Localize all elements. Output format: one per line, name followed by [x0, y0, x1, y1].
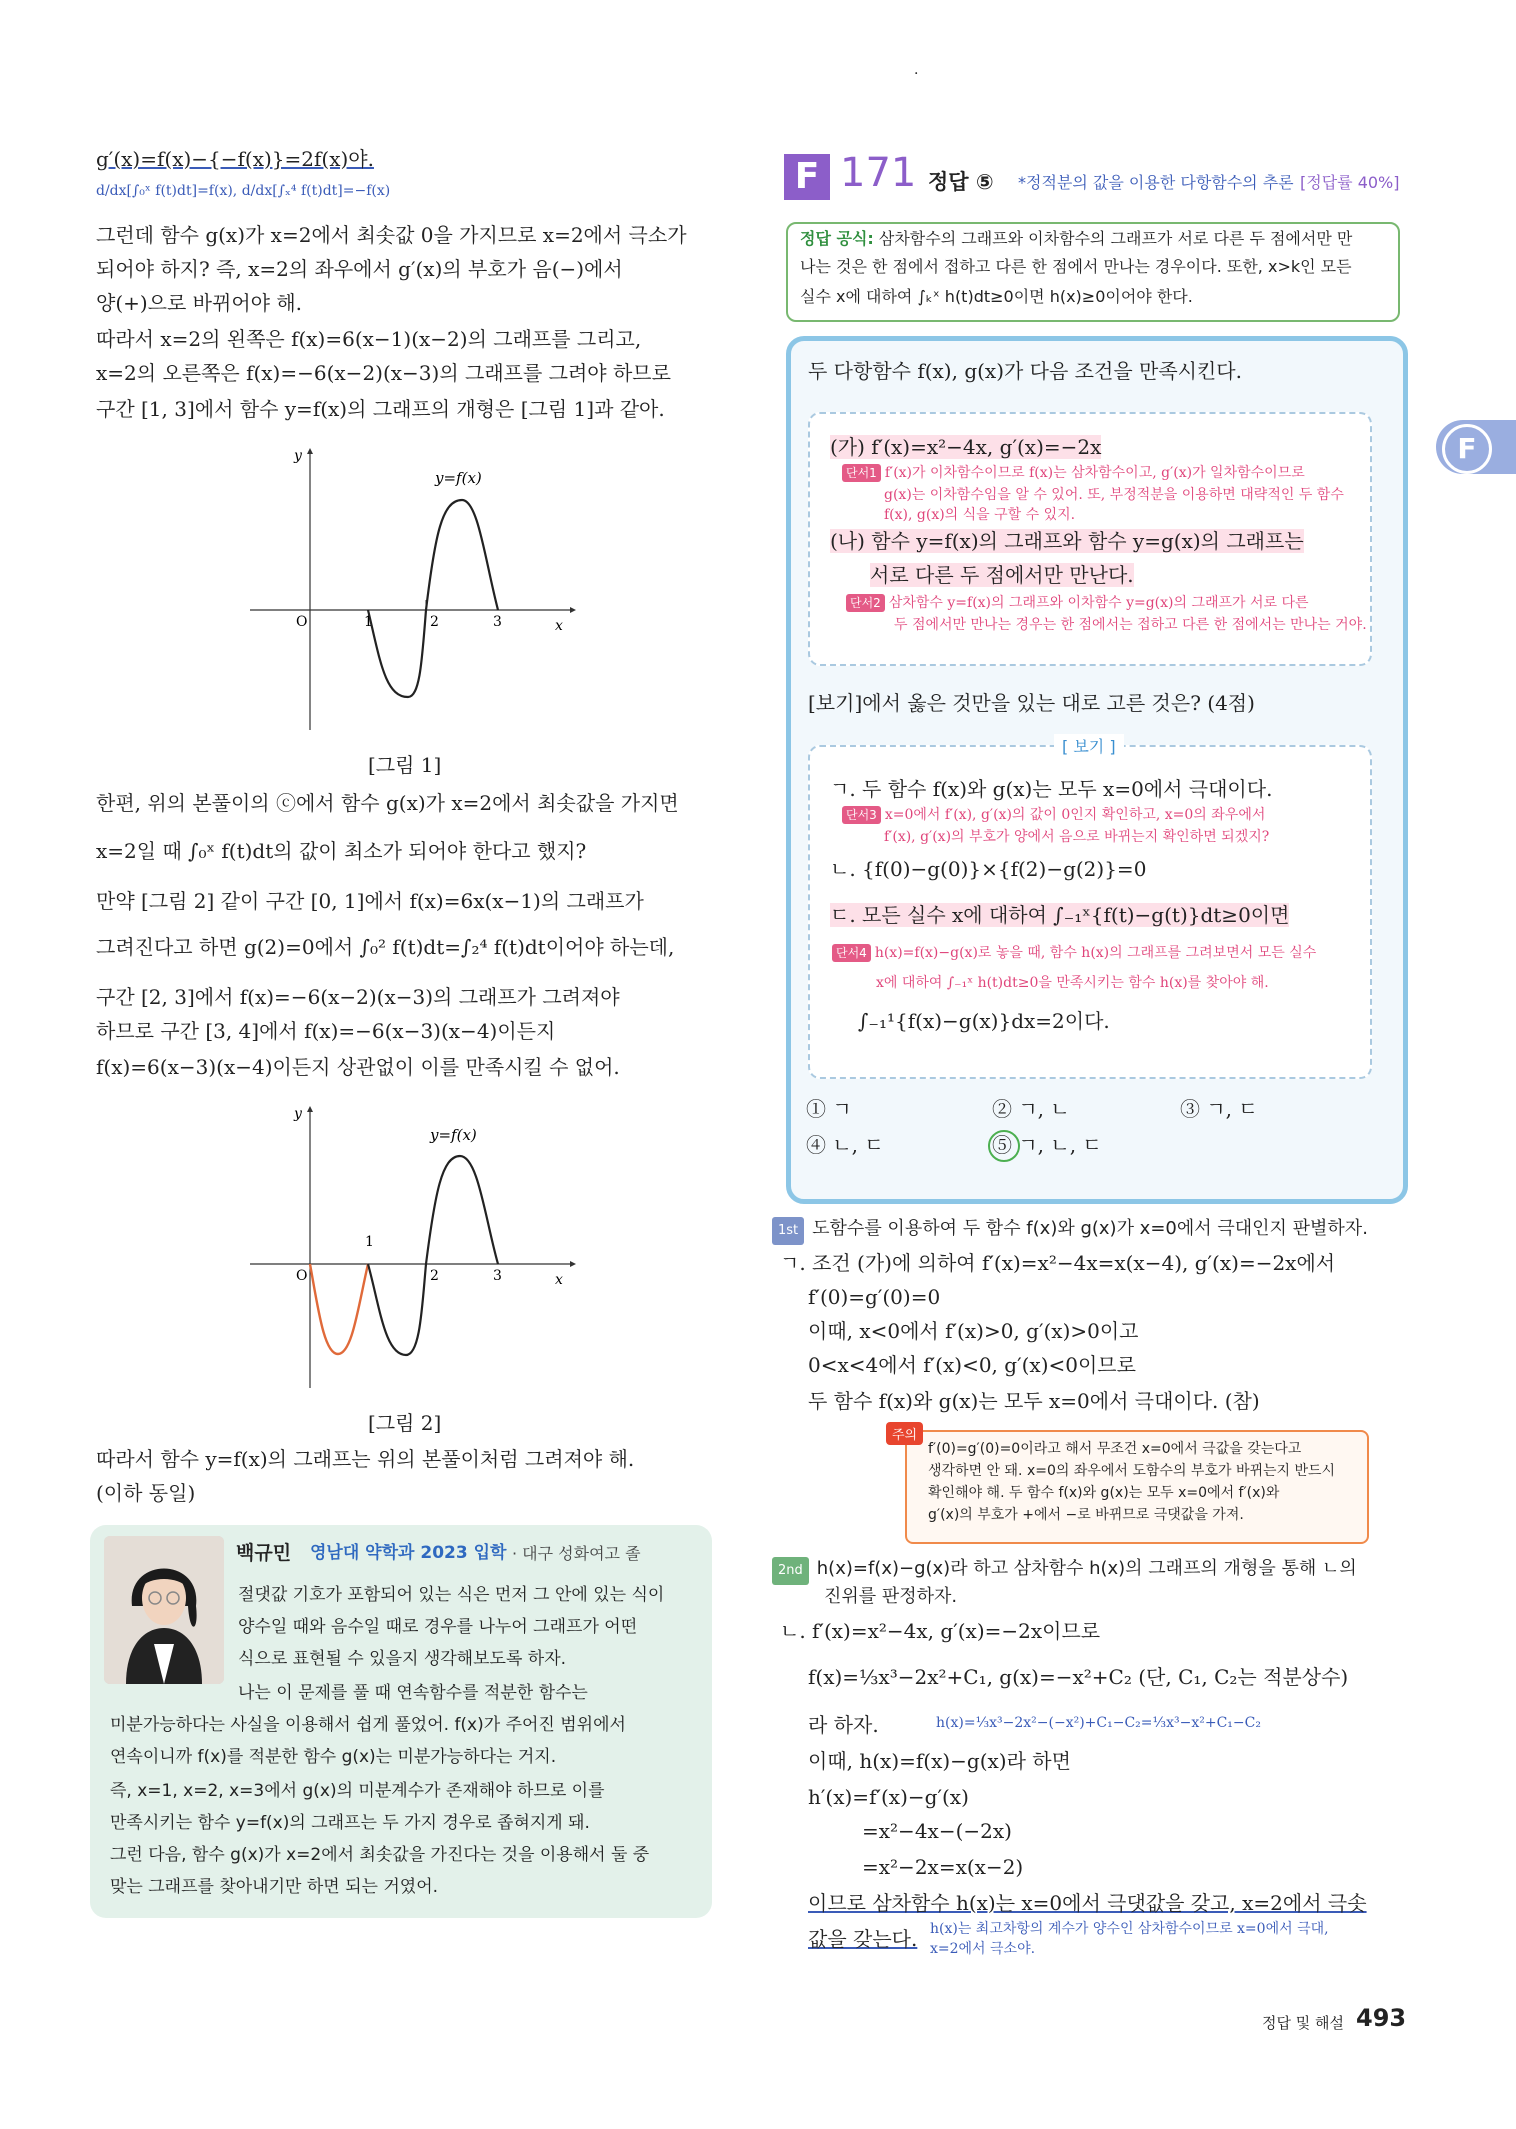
fig1-tick-2: 2 — [430, 614, 439, 630]
hint4-line-b: x에 대하여 ∫₋₁ˣ h(t)dt≥0을 만족시키는 함수 h(x)를 찾아야 해. — [876, 975, 1269, 991]
choice-4[interactable]: ④ ㄴ, ㄷ — [806, 1133, 884, 1157]
problem-badge: F — [784, 154, 830, 200]
hint1-tag: 단서1 — [842, 464, 881, 482]
condition-na-1 — [830, 528, 1304, 554]
bogi-item-2: ㄴ. {f(0)−g(0)}×{f(2)−g(2)}=0 — [830, 857, 1147, 881]
caution-tag: 주의 — [886, 1422, 923, 1445]
sol-line-2: f′(0)=g′(0)=0 — [808, 1285, 941, 1309]
sol-t3-note: h(x)=⅓x³−2x²−(−x²)+C₁−C₂=⅓x³−x²+C₁−C₂ — [936, 1715, 1261, 1731]
condition-ga — [830, 434, 1101, 460]
fig2-y-label: y — [294, 1106, 302, 1122]
sol-t5: h′(x)=f′(x)−g′(x) — [808, 1785, 969, 1809]
step2-line-b: 진위를 판정하자. — [824, 1586, 958, 1607]
left-line-13: 하므로 구간 [3, 4]에서 f(x)=−6(x−3)(x−4)이든지 — [96, 1019, 556, 1043]
note-line-1: f′(0)=g′(0)=0이라고 해서 무조건 x=0에서 극값을 갖는다고 — [928, 1441, 1302, 1457]
topic-label: *정적분의 값을 이용한 다항함수의 추론 — [1018, 173, 1294, 192]
bogi-item-4: ∫₋₁¹{f(x)−g(x)}dx=2이다. — [858, 1009, 1110, 1033]
note-line-2: 생각하면 안 돼. x=0의 좌우에서 도함수의 부호가 바뀌는지 반드시 — [928, 1463, 1336, 1479]
hint4-text-a: h(x)=f(x)−g(x)로 놓을 때, 함수 h(x)의 그래프를 그려보면서 모든 실수 — [874, 945, 1317, 961]
figure-2-graph — [230, 1098, 590, 1398]
bogi-title: [ 보기 ] — [1054, 734, 1124, 757]
left-line-8: 한편, 위의 본풀이의 ⓒ에서 함수 g(x)가 x=2에서 최솟값을 가지면 — [96, 791, 679, 815]
left-line-16: (이하 동일) — [96, 1481, 196, 1505]
fig2-origin: O — [296, 1268, 308, 1284]
left-line-10: 만약 [그림 2] 같이 구간 [0, 1]에서 f(x)=6x(x−1)의 그래프가 — [96, 889, 644, 913]
sol-t3: 라 하자. — [808, 1713, 879, 1737]
fig1-y-label: y — [294, 448, 302, 464]
formula-text-1: 삼차함수의 그래프와 이차함수의 그래프가 서로 다른 두 점에서만 만 — [878, 229, 1353, 248]
solution-step-2 — [772, 1556, 1357, 1585]
hint2-text-a: 삼차함수 y=f(x)의 그래프와 이차함수 y=g(x)의 그래프가 서로 다른 — [888, 595, 1309, 611]
left-line-5: 따라서 x=2의 왼쪽은 f(x)=6(x−1)(x−2)의 그래프를 그리고, — [96, 327, 642, 351]
fig1-x-label: x — [555, 618, 563, 634]
choice-3[interactable]: ③ ㄱ, ㄷ — [1180, 1097, 1258, 1121]
hint1-line-c: f(x), g(x)의 식을 구할 수 있지. — [884, 507, 1076, 523]
problem-intro: 두 다항함수 f(x), g(x)가 다음 조건을 만족시킨다. — [808, 359, 1242, 383]
sol-t6: =x²−4x−(−2x) — [862, 1819, 1012, 1843]
step1-text: 도함수를 이용하여 두 함수 f(x)와 g(x)가 x=0에서 극대인지 판별하자. — [812, 1218, 1368, 1239]
step2-tag: 2nd — [772, 1557, 809, 1585]
sol-t4: 이때, h(x)=f(x)−g(x)라 하면 — [808, 1749, 1071, 1773]
fig1-tick-3: 3 — [493, 614, 502, 630]
correct-rate: [정답률 40%] — [1300, 173, 1400, 192]
comment-line-4: 나는 이 문제를 풀 때 연속함수를 적분한 함수는 — [238, 1683, 588, 1703]
comment-line-9: 그런 다음, 함수 g(x)가 x=2에서 최솟값을 가진다는 것을 이용해서 둘 중 — [110, 1845, 650, 1865]
sol-t1: ㄴ. f′(x)=x²−4x, g′(x)=−2x이므로 — [780, 1619, 1101, 1643]
fig2-tick-2: 2 — [430, 1268, 439, 1284]
choice-5[interactable]: ⑤ ㄱ, ㄴ, ㄷ — [992, 1133, 1102, 1157]
fig2-tick-1: 1 — [365, 1234, 374, 1250]
sol-t8: 이므로 삼차함수 h(x)는 x=0에서 극댓값을 갖고, x=2에서 극솟 — [808, 1891, 1367, 1915]
left-line-6: x=2의 오른쪽은 f(x)=−6(x−2)(x−3)의 그래프를 그려야 하므로 — [96, 361, 671, 385]
hint3-tag: 단서3 — [842, 806, 881, 824]
sol-t7: =x²−2x=x(x−2) — [862, 1855, 1024, 1879]
student-photo — [104, 1536, 224, 1684]
formula-line-2: 나는 것은 한 점에서 접하고 다른 한 점에서 만나는 경우이다. 또한, x>k인 모든 — [800, 257, 1352, 276]
solution-step-1 — [772, 1216, 1368, 1245]
hint2-line-a — [846, 594, 1309, 612]
hint3-line-a — [842, 806, 1265, 824]
student-school: 영남대 약학과 2023 입학 — [310, 1543, 507, 1563]
note-line-3: 확인해야 해. 두 함수 f(x)와 g(x)는 모두 x=0에서 f′(x)와 — [928, 1485, 1280, 1501]
left-line-3: 되어야 하지? 즉, x=2의 좌우에서 g′(x)의 부호가 음(−)에서 — [96, 257, 623, 281]
hint1-text-a: f′(x)가 이차함수이므로 f(x)는 삼차함수이고, g′(x)가 일차함수이므로 — [884, 465, 1305, 481]
condition-ga-text: (가) f′(x)=x²−4x, g′(x)=−2x — [830, 435, 1102, 459]
sol-line-5: 두 함수 f(x)와 g(x)는 모두 x=0에서 극대이다. (참) — [808, 1389, 1260, 1413]
comment-line-6: 연속이니까 f(x)를 적분한 함수 g(x)는 미분가능하다는 거지. — [110, 1747, 557, 1767]
sol-t2: f(x)=⅓x³−2x²+C₁, g(x)=−x²+C₂ (단, C₁, C₂는 적분상수) — [808, 1665, 1349, 1689]
problem-question: [보기]에서 옳은 것만을 있는 대로 고른 것은? (4점) — [808, 691, 1255, 715]
hint4-line-a — [832, 944, 1316, 962]
sol-t9-note-1: h(x)는 최고차항의 계수가 양수인 삼차함수이므로 x=0에서 극대, — [930, 1921, 1329, 1937]
left-line-1-note: d/dx[∫₀ˣ f(t)dt]=f(x), d/dx[∫ₓ⁴ f(t)dt]=−f(x) — [96, 183, 391, 199]
formula-line-3: 실수 x에 대하여 ∫ₖˣ h(t)dt≥0이면 h(x)≥0이어야 한다. — [800, 287, 1193, 306]
left-line-15: 따라서 함수 y=f(x)의 그래프는 위의 본풀이처럼 그려져야 해. — [96, 1447, 635, 1471]
choice-2[interactable]: ② ㄱ, ㄴ — [992, 1097, 1070, 1121]
comment-line-8: 만족시키는 함수 y=f(x)의 그래프는 두 가지 경우로 좁혀지게 돼. — [110, 1813, 590, 1833]
comment-line-2: 양수일 때와 음수일 때로 경우를 나누어 그래프가 어떤 — [238, 1617, 638, 1637]
student-origin: · 대구 성화여고 졸 — [512, 1544, 641, 1563]
student-name: 백규민 — [236, 1542, 292, 1564]
formula-label: 정답 공식: — [800, 229, 874, 248]
problem-number: 171 — [840, 150, 917, 196]
footer-label: 정답 및 해설 — [1262, 2014, 1344, 2032]
fig1-tick-1: 1 — [364, 614, 373, 630]
comment-line-1: 절댓값 기호가 포함되어 있는 식은 먼저 그 안에 있는 식이 — [238, 1585, 665, 1605]
fig2-curve-label: y=f(x) — [430, 1126, 477, 1144]
step1-tag: 1st — [772, 1217, 804, 1245]
fig2-x-label: x — [555, 1272, 563, 1288]
student-avatar-icon — [104, 1536, 224, 1684]
figure-2-caption: [그림 2] — [368, 1411, 442, 1435]
comment-line-10: 맞는 그래프를 찾아내기만 하면 되는 거였어. — [110, 1877, 439, 1897]
hint2-tag: 단서2 — [846, 594, 885, 612]
left-line-12: 구간 [2, 3]에서 f(x)=−6(x−2)(x−3)의 그래프가 그려져야 — [96, 985, 620, 1009]
hint1-line-a — [842, 464, 1305, 482]
sol-t9-note-2: x=2에서 극소야. — [930, 1941, 1036, 1957]
left-line-4: 양(+)으로 바뀌어야 해. — [96, 291, 302, 315]
sol-line-1: ㄱ. 조건 (가)에 의하여 f′(x)=x²−4x=x(x−4), g′(x)=−2x에서 — [780, 1251, 1336, 1275]
comment-line-7: 즉, x=1, x=2, x=3에서 g(x)의 미분계수가 존재해야 하므로 이를 — [110, 1781, 605, 1801]
figure-1-graph — [230, 440, 590, 740]
answer-label: 정답 ⑤ — [928, 170, 994, 194]
sol-line-4: 0<x<4에서 f′(x)<0, g′(x)<0이므로 — [808, 1353, 1136, 1377]
fig1-origin: O — [296, 614, 308, 630]
figure-1-caption: [그림 1] — [368, 753, 442, 777]
left-line-11: 그려진다고 하면 g(2)=0에서 ∫₀² f(t)dt=∫₂⁴ f(t)dt이어야 하는데, — [96, 935, 675, 959]
hint2-line-b: 두 점에서만 만나는 경우는 한 점에서는 접하고 다른 한 점에서는 만나는 거야. — [894, 617, 1367, 633]
step2-text-a: h(x)=f(x)−g(x)라 하고 삼차함수 h(x)의 그래프의 개형을 통해 ㄴ의 — [816, 1558, 1357, 1579]
formula-line-1 — [800, 226, 1352, 252]
condition-na-2 — [870, 562, 1134, 588]
comment-line-3: 식으로 표현될 수 있을지 생각해보도록 하자. — [238, 1649, 567, 1669]
left-line-1: g′(x)=f(x)−{−f(x)}=2f(x)야. — [96, 147, 374, 171]
comment-line-5: 미분가능하다는 사실을 이용해서 쉽게 풀었어. f(x)가 주어진 범위에서 — [110, 1715, 626, 1735]
left-line-2: 그런데 함수 g(x)가 x=2에서 최솟값 0을 가지므로 x=2에서 극소가 — [96, 223, 687, 247]
condition-na-2-text: 서로 다른 두 점에서만 만난다. — [870, 563, 1134, 587]
bogi-item-1: ㄱ. 두 함수 f(x)와 g(x)는 모두 x=0에서 극대이다. — [830, 777, 1273, 801]
condition-na-1-text: (나) 함수 y=f(x)의 그래프와 함수 y=g(x)의 그래프는 — [830, 529, 1304, 553]
header-dot: · — [914, 66, 919, 82]
left-line-14: f(x)=6(x−3)(x−4)이든지 상관없이 이를 만족시킬 수 없어. — [96, 1055, 620, 1079]
note-line-4: g′(x)의 부호가 +에서 −로 바뀌므로 극댓값을 가져. — [928, 1507, 1244, 1523]
bogi-item-3-text: ㄷ. 모든 실수 x에 대하여 ∫₋₁ˣ{f(t)−g(t)}dt≥0이면 — [830, 903, 1290, 927]
page-number: 493 — [1356, 2004, 1407, 2032]
left-line-7: 구간 [1, 3]에서 함수 y=f(x)의 그래프의 개형은 [그림 1]과 같아. — [96, 397, 665, 421]
hint4-tag: 단서4 — [832, 944, 871, 962]
side-tab-letter: F — [1442, 424, 1492, 474]
fig2-tick-3: 3 — [493, 1268, 502, 1284]
bogi-item-3 — [830, 902, 1289, 928]
sol-t9: 값을 갖는다. — [808, 1927, 918, 1951]
left-line-9: x=2일 때 ∫₀ˣ f(t)dt의 값이 최소가 되어야 한다고 했지? — [96, 839, 587, 863]
sol-line-3: 이때, x<0에서 f′(x)>0, g′(x)>0이고 — [808, 1319, 1139, 1343]
hint3-text-a: x=0에서 f′(x), g′(x)의 값이 0인지 확인하고, x=0의 좌우에서 — [884, 807, 1266, 823]
choice-1[interactable]: ① ㄱ — [806, 1097, 852, 1121]
hint3-line-b: f′(x), g′(x)의 부호가 양에서 음으로 바뀌는지 확인하면 되겠지? — [884, 829, 1270, 845]
fig1-curve-label: y=f(x) — [435, 469, 482, 487]
hint1-line-b: g(x)는 이차함수임을 알 수 있어. 또, 부정적분을 이용하면 대략적인 두 함수 — [884, 487, 1344, 503]
